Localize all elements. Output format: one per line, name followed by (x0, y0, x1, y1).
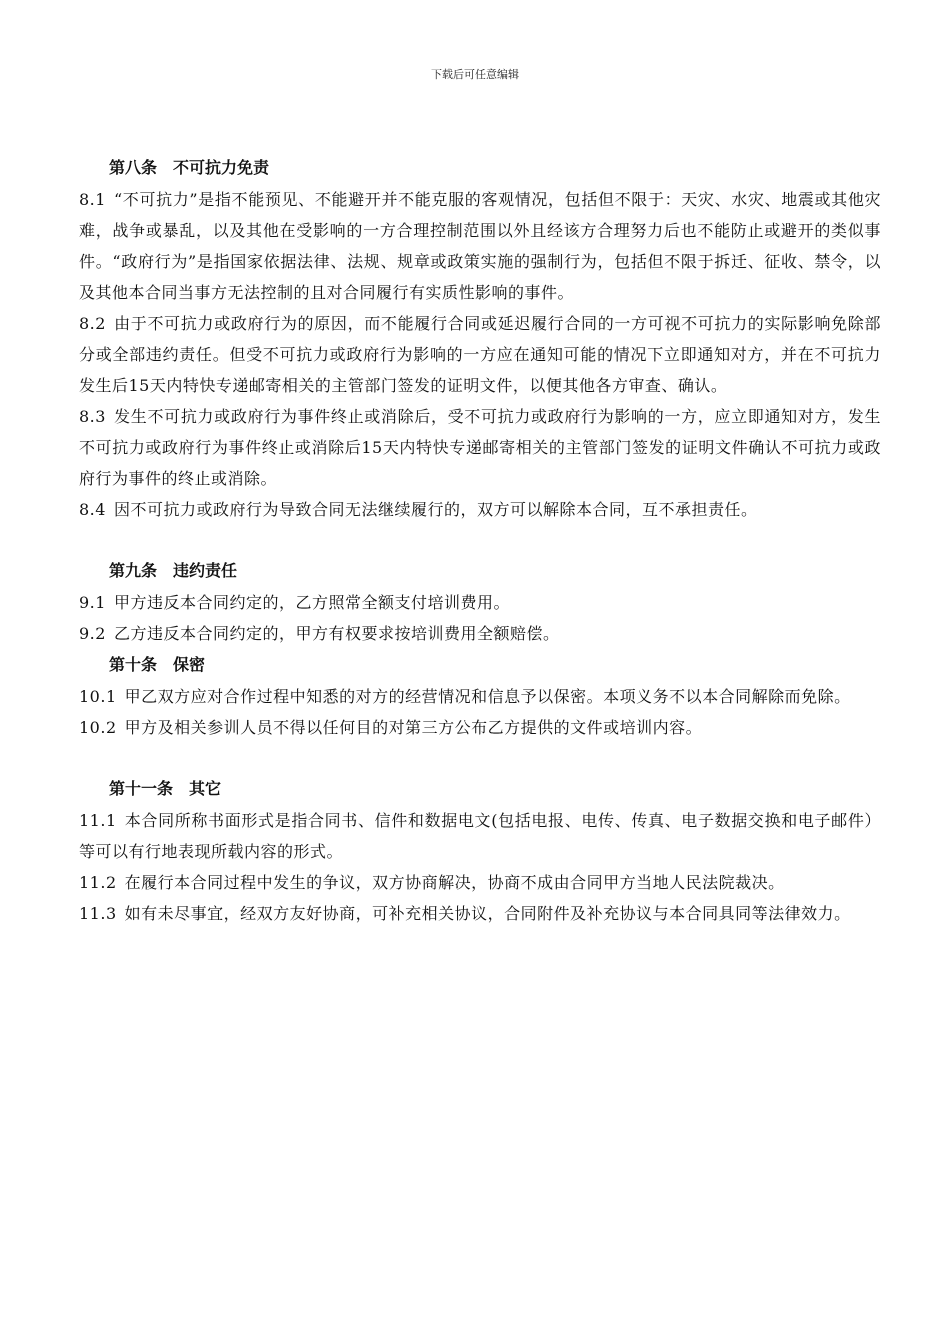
clause-9-1 (79, 587, 881, 618)
clause-10-2 (79, 712, 881, 743)
clause-number: 11.2 (79, 873, 117, 892)
clause-number: 9.2 (79, 624, 106, 643)
clause-11-3 (79, 898, 881, 929)
clause-text: 本合同所称书面形式是指合同书、信件和数据电文(包括电报、电传、传真、电子数据交换和电子邮件）等可以有行地表现所载内容的形式。 (79, 811, 881, 861)
clause-number: 8.3 (79, 407, 106, 426)
clause-number: 8.4 (79, 500, 106, 519)
section-heading-10: 第十条 保密 (109, 655, 206, 674)
clause-number: 8.2 (79, 314, 106, 333)
clause-number: 8.1 (79, 190, 106, 209)
clause-number: 11.3 (79, 904, 117, 923)
section-heading-9: 第九条 违约责任 (109, 561, 238, 580)
clause-8-2 (79, 308, 881, 401)
clause-number: 11.1 (79, 811, 117, 830)
clause-text: 甲乙双方应对合作过程中知悉的对方的经营情况和信息予以保密。本项义务不以本合同解除而免除。 (124, 687, 851, 706)
clause-10-1 (79, 681, 881, 712)
clause-text: 由于不可抗力或政府行为的原因，而不能履行合同或延迟履行合同的一方可视不可抗力的实际影响免除部分或全部违约责任。但受不可抗力或政府行为影响的一方应在通知可能的情况下立即通知对方，并在不可抗力发生后15天内特快专递邮寄相关的主管部门签发的证明文件，以便其他各方审查、确认。 (79, 314, 881, 395)
clause-text: 因不可抗力或政府行为导致合同无法继续履行的，双方可以解除本合同，互不承担责任。 (113, 500, 758, 519)
section-heading-11: 第十一条 其它 (109, 779, 222, 798)
contract-body (79, 156, 881, 929)
clause-8-4 (79, 494, 881, 525)
clause-text: “不可抗力”是指不能预见、不能避开并不能克服的客观情况，包括但不限于：天灾、水灾、地震或其他灾难，战争或暴乱，以及其他在受影响的一方合理控制范围以外且经该方合理努力后也不能防止或避开的类似事件。“政府行为”是指国家依据法律、法规、规章或政策实施的强制行为，包括但不限于拆迁、征收、禁令，以及其他本合同当事方无法控制的且对合同履行有实质性影响的事件。 (79, 190, 881, 302)
section-heading-8: 第八条 不可抗力免责 (109, 158, 270, 177)
clause-text: 发生不可抗力或政府行为事件终止或消除后，受不可抗力或政府行为影响的一方，应立即通知对方，发生不可抗力或政府行为事件终止或消除后15天内特快专递邮寄相关的主管部门签发的证明文件确认不可抗力或政府行为事件的终止或消除。 (79, 407, 881, 488)
clause-11-2 (79, 867, 881, 898)
clause-8-3 (79, 401, 881, 494)
clause-8-1 (79, 184, 881, 308)
clause-number: 10.2 (79, 718, 117, 737)
clause-text: 甲方违反本合同约定的，乙方照常全额支付培训费用。 (113, 593, 510, 612)
clause-number: 9.1 (79, 593, 106, 612)
clause-text: 在履行本合同过程中发生的争议，双方协商解决，协商不成由合同甲方当地人民法院裁决。 (124, 873, 785, 892)
page-header-note: 下载后可任意编辑 (431, 68, 519, 81)
clause-text: 如有未尽事宜，经双方友好协商，可补充相关协议，合同附件及补充协议与本合同具同等法律效力。 (124, 904, 851, 923)
clause-text: 乙方违反本合同约定的，甲方有权要求按培训费用全额赔偿。 (113, 624, 560, 643)
clause-text: 甲方及相关参训人员不得以任何目的对第三方公布乙方提供的文件或培训内容。 (124, 718, 703, 737)
clause-number: 10.1 (79, 687, 117, 706)
clause-9-2 (79, 618, 881, 649)
clause-11-1 (79, 805, 881, 867)
